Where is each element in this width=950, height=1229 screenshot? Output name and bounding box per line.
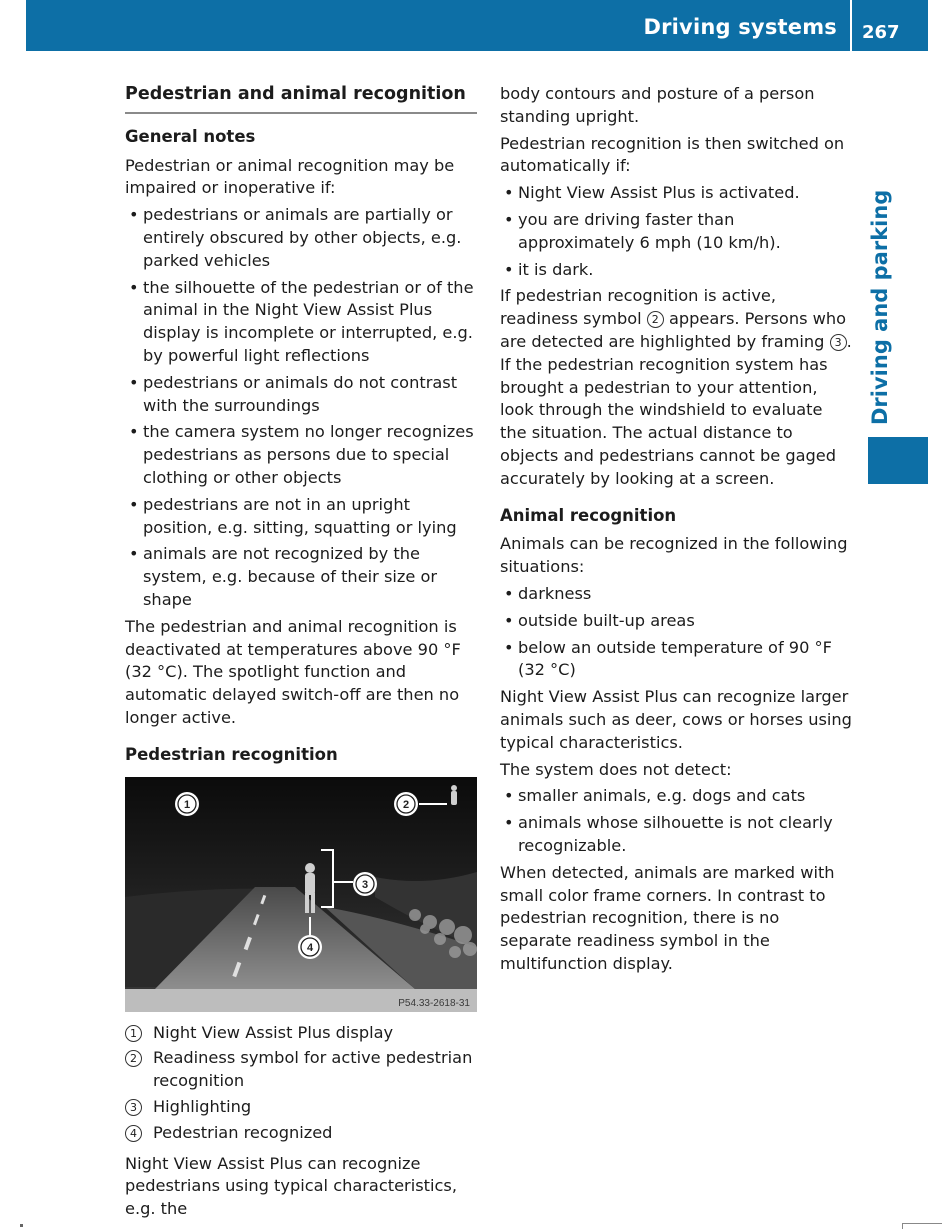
list-item: • outside built-up areas	[500, 610, 852, 633]
list-item: • below an outside temperature of 90 °F (32 °C)	[500, 637, 852, 683]
detected-text: When detected, animals are marked with small color frame corners. In contrast to pedestrian recognition, there is no separate readiness symbol in the multifunction display.	[500, 862, 835, 973]
list-item: • Night View Assist Plus is activated.	[500, 182, 852, 205]
night-view-image	[125, 777, 477, 1012]
list-item: • pedestrians or animals are partially or entirely obscured by other objects, e.g. parked vehicles	[125, 204, 477, 272]
callout-1	[175, 792, 199, 816]
legend-item: 2 Readiness symbol for active pedestrian recognition	[125, 1047, 477, 1093]
side-tab-label: Driving and parking	[868, 189, 892, 425]
svg-text:1: 1	[183, 798, 191, 811]
svg-text:3: 3	[361, 878, 369, 891]
page-number: 267	[862, 22, 900, 43]
list-item: • pedestrians are not in an upright position, e.g. sitting, squatting or lying	[125, 494, 477, 540]
list-item: • the silhouette of the pedestrian or of the animal in the Night View Assist Plus display is incomplete or interrupted, e.g. by powerful light reflections	[125, 277, 477, 368]
right-column	[500, 83, 852, 980]
header-separator	[850, 0, 852, 51]
list-item: • it is dark.	[500, 259, 852, 282]
pedestrian-recognition-heading: Pedestrian recognition	[125, 744, 338, 764]
svg-text:4: 4	[306, 941, 314, 954]
list-item: • pedestrians or animals do not contrast with the surroundings	[125, 372, 477, 418]
active-recognition-text: If pedestrian recognition is active, readiness symbol 2 appears. Persons who are detected are highlighted by framing 3 . If the pedestrian recognition system has brought a pedestrian to your attention, look through the windshield to evaluate the situation. The actual distance to objects and pedestrians cannot be gaged accurately by looking at a screen.	[500, 286, 852, 488]
callout-3	[353, 872, 377, 896]
night-view-figure	[125, 777, 477, 1012]
list-item: • you are driving faster than approximately 6 mph (10 km/h).	[500, 209, 852, 255]
general-notes-heading: General notes	[125, 126, 256, 146]
figure-code: P54.33-2618-31	[398, 997, 470, 1009]
side-tab-marker	[868, 437, 928, 484]
list-item: • darkness	[500, 583, 852, 606]
deactivation-text: The pedestrian and animal recognition is deactivated at temperatures above 90 °F (32 °C). The spotlight function and automatic delayed switch-off are then no longer active.	[125, 616, 461, 727]
animal-intro: Animals can be recognized in the following situations:	[500, 534, 848, 577]
header-section-title: Driving systems	[643, 15, 837, 39]
figure-legend	[125, 1022, 477, 1145]
highlighting-ref: 3	[830, 334, 847, 351]
switched-on-intro: Pedestrian recognition is then switched on automatically if:	[500, 133, 845, 176]
legend-item: 1 Night View Assist Plus display	[125, 1022, 477, 1045]
legend-item: 4 Pedestrian recognized	[125, 1122, 477, 1145]
not-detect-intro: The system does not detect:	[500, 759, 732, 779]
list-item: • animals whose silhouette is not clearly recognizable.	[500, 812, 852, 858]
list-item: • smaller animals, e.g. dogs and cats	[500, 785, 852, 808]
readiness-symbol-ref: 2	[647, 311, 664, 328]
animal-situations-list	[500, 583, 852, 682]
svg-text:2: 2	[402, 798, 410, 811]
general-notes-list	[125, 204, 477, 612]
section-title: Pedestrian and animal recognition	[125, 83, 477, 114]
list-item: • animals are not recognized by the system, e.g. because of their size or shape	[125, 543, 477, 611]
legend-item: 3 Highlighting	[125, 1096, 477, 1119]
not-detect-list	[500, 785, 852, 857]
continued-text: body contours and posture of a person standing upright.	[500, 84, 815, 126]
crop-mark	[20, 1224, 23, 1227]
closing-text: Night View Assist Plus can recognize pedestrians using typical characteristics, e.g. the	[125, 1153, 457, 1219]
callout-4	[298, 935, 322, 959]
general-notes-intro: Pedestrian or animal recognition may be impaired or inoperative if:	[125, 155, 455, 198]
list-item: • the camera system no longer recognizes pedestrians as persons due to special clothing or other objects	[125, 421, 477, 489]
left-column	[125, 83, 477, 1225]
larger-animals-text: Night View Assist Plus can recognize larger animals such as deer, cows or horses using typical characteristics.	[500, 687, 852, 752]
callout-2	[394, 792, 418, 816]
switched-on-list	[500, 182, 852, 281]
crop-mark	[902, 1223, 942, 1229]
animal-recognition-heading: Animal recognition	[500, 505, 677, 525]
